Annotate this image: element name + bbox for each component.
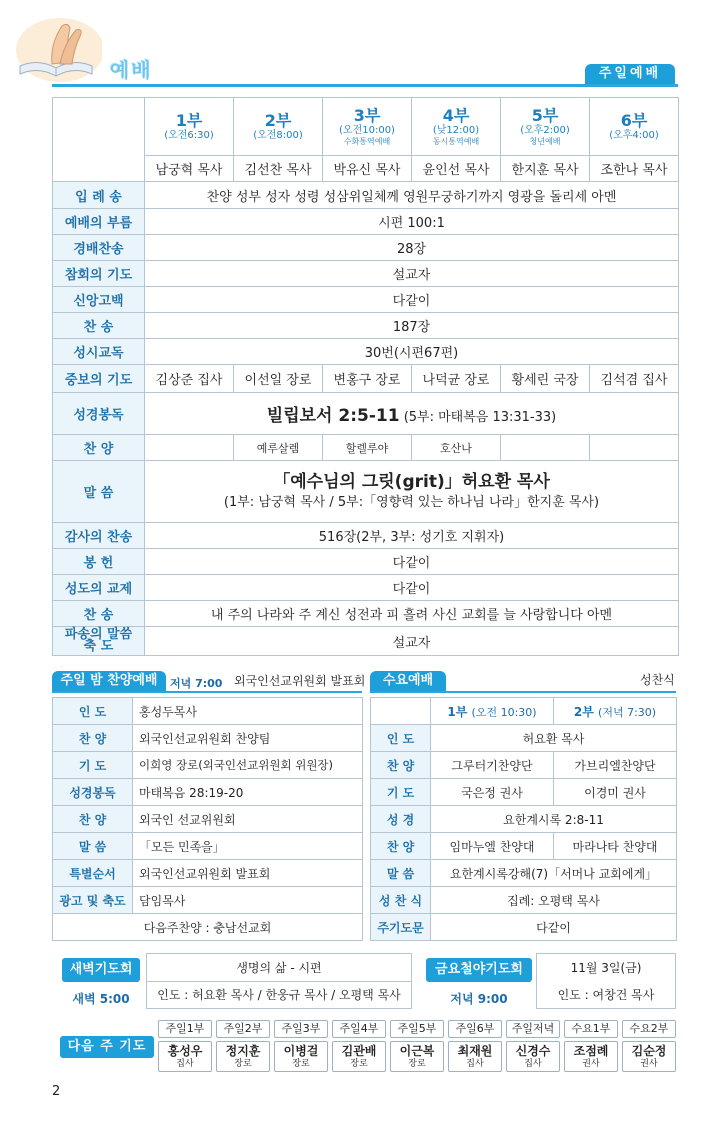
row-label-thanks: 감사의 찬송: [53, 523, 145, 549]
row-label-sermon: 말 씀: [53, 461, 145, 523]
service-leader-2: 김선찬 목사: [234, 156, 323, 182]
evening-label-5: 말 씀: [53, 833, 133, 860]
evening-value-5: 「모든 민족을」: [133, 833, 363, 860]
dawn-prayer-badge: 새벽기도회: [62, 958, 140, 982]
row-label-hymn2: 찬 송: [53, 313, 145, 339]
row-label-entrance: 입 례 송: [53, 182, 145, 209]
next-week-item: 주일1부 홍성우 집사: [158, 1020, 212, 1072]
service-header-3: 3부 (오전10:00) 수화통역예배: [323, 98, 412, 156]
intercede-2: 이선일 장로: [234, 365, 323, 393]
wed-value-4b: 마라나타 찬양대: [554, 833, 677, 860]
row-value-sermon: [145, 461, 679, 523]
row-label-scripture: 성경봉독: [53, 393, 145, 435]
row-label-benediction: [53, 627, 145, 656]
row-label-praise: 찬 양: [53, 435, 145, 461]
intercede-6: 김석겸 집사: [590, 365, 679, 393]
evening-footer: 다음주찬양 : 충남선교회: [53, 914, 363, 941]
friday-prayer-time: 저녁 9:00: [450, 992, 508, 1006]
sunday-service-badge: 주일예배: [585, 64, 675, 84]
wed-label-3: 성 경: [371, 806, 431, 833]
wed-value-3: 요한계시록 2:8-11: [431, 806, 677, 833]
service-header-2: 2부 (오전8:00): [234, 98, 323, 156]
next-week-prayer-badge: 다음 주 기도: [60, 1036, 154, 1058]
friday-prayer-leader: 인도 : 여창건 목사: [557, 988, 655, 1002]
dawn-prayer-box: [146, 953, 412, 1009]
praise-2: 예루살렘: [234, 435, 323, 461]
row-label-psalm: 성시교독: [53, 339, 145, 365]
praise-5: [501, 435, 590, 461]
service-leader-6: 조한나 목사: [590, 156, 679, 182]
row-label-hymn1: 경배찬송: [53, 235, 145, 261]
friday-prayer-date: 11월 3일(금): [570, 961, 642, 975]
next-week-item: 주일6부 최재원 집사: [448, 1020, 502, 1072]
row-value-fellowship: 다같이: [145, 575, 679, 601]
row-label-creed: 신앙고백: [53, 287, 145, 313]
wed-value-1a: 그루터기찬양단: [431, 752, 554, 779]
wed-value-2a: 국은정 권사: [431, 779, 554, 806]
intercede-3: 변홍구 장로: [323, 365, 412, 393]
intercede-4: 나덕균 장로: [412, 365, 501, 393]
dawn-prayer-time: 새벽 5:00: [72, 992, 130, 1006]
row-label-repent: 참회의 기도: [53, 261, 145, 287]
wed-value-4a: 임마누엘 찬양대: [431, 833, 554, 860]
service-header-4: 4부 (낮12:00) 동시통역예배: [412, 98, 501, 156]
wednesday-corner: [371, 698, 431, 725]
wed-label-2: 기 도: [371, 779, 431, 806]
row-value-thanks: 516장(2부, 3부: 성기호 지휘자): [145, 523, 679, 549]
next-week-prayer-list: [158, 1020, 676, 1072]
friday-prayer-badge: 금요철야기도회: [426, 958, 532, 982]
header-divider: [52, 84, 678, 87]
evening-value-6: 외국인선교위원회 발표회: [133, 860, 363, 887]
benediction-label-1: 파송의 말씀: [64, 627, 133, 642]
row-value-creed: 다같이: [145, 287, 679, 313]
service-leader-4: 윤인선 목사: [412, 156, 501, 182]
wednesday-header-1: 1부 (오전 10:30): [431, 698, 554, 725]
evening-label-1: 찬 양: [53, 725, 133, 752]
dawn-prayer-topic: 생명의 삶 - 시편: [147, 954, 411, 982]
service-header-1: 1부 (오전6:30): [145, 98, 234, 156]
wed-label-5: 말 씀: [371, 860, 431, 887]
next-week-item: 주일3부 이병걸 장로: [274, 1020, 328, 1072]
wed-value-7: 다같이: [431, 914, 677, 941]
row-value-offering: 다같이: [145, 549, 679, 575]
row-value-hymn3: 내 주의 나라와 주 계신 성전과 피 흘려 사신 교회를 늘 사랑합니다 아멘: [145, 601, 679, 627]
praise-6: [590, 435, 679, 461]
wed-label-4: 찬 양: [371, 833, 431, 860]
wednesday-header-2: 2부 (저녁 7:30): [554, 698, 677, 725]
evening-value-0: 홍성두목사: [133, 698, 363, 725]
wed-label-1: 찬 양: [371, 752, 431, 779]
evening-value-7: 담임목사: [133, 887, 363, 914]
next-week-item: 주일5부 이근복 장로: [390, 1020, 444, 1072]
next-week-item: 주일4부 김관배 장로: [332, 1020, 386, 1072]
evening-value-3: 마태복음 28:19-20: [133, 779, 363, 806]
scripture-note: (5부: 마태복음 13:31-33): [403, 410, 557, 425]
service-leader-1: 남궁혁 목사: [145, 156, 234, 182]
sunday-service-table: [52, 97, 679, 656]
evening-divider: [52, 691, 362, 693]
next-week-item: 주일2부 정지훈 장로: [216, 1020, 270, 1072]
wednesday-divider: [370, 691, 676, 693]
wed-value-1b: 가브리엘찬양단: [554, 752, 677, 779]
benediction-label-2: 축 도: [83, 639, 114, 654]
friday-prayer-box: [536, 953, 676, 1009]
evening-service-table: [52, 697, 363, 941]
praise-4: 호산나: [412, 435, 501, 461]
row-value-entrance: 찬양 성부 성자 성령 성삼위일체께 영원무궁하기까지 영광을 돌리세 아멘: [145, 182, 679, 209]
next-week-item: 수요1부 조점례 권사: [564, 1020, 618, 1072]
row-value-repent: 설교자: [145, 261, 679, 287]
wed-value-0: 허요환 목사: [431, 725, 677, 752]
evening-value-1: 외국인선교위원회 찬양팀: [133, 725, 363, 752]
scripture-main: 빌립보서 2:5-11: [266, 406, 400, 426]
wed-label-6: 성 찬 식: [371, 887, 431, 914]
sermon-title: 「예수님의 그릿(grit)」허요환 목사: [273, 471, 550, 492]
row-value-benediction: 설교자: [145, 627, 679, 656]
wednesday-service-badge: 수요예배: [370, 671, 446, 691]
wednesday-service-table: [370, 697, 677, 941]
row-label-intercede: 중보의 기도: [53, 365, 145, 393]
evening-label-4: 찬 양: [53, 806, 133, 833]
intercede-5: 황세린 국장: [501, 365, 590, 393]
intercede-1: 김상준 집사: [145, 365, 234, 393]
corner-cell: [53, 98, 145, 182]
wednesday-service-note: 성찬식: [640, 673, 675, 687]
evening-value-4: 외국인 선교위원회: [133, 806, 363, 833]
row-value-call: 시편 100:1: [145, 209, 679, 235]
service-header-5: 5부 (오후2:00) 청년예배: [501, 98, 590, 156]
evening-label-6: 특별순서: [53, 860, 133, 887]
page-number: 2: [52, 1084, 61, 1099]
wed-label-7: 주기도문: [371, 914, 431, 941]
evening-service-time: 저녁 7:00: [170, 677, 223, 690]
row-value-scripture: [145, 393, 679, 435]
evening-value-2: 이희영 장로(외국인선교위원회 위원장): [133, 752, 363, 779]
sermon-note: (1부: 남궁혁 목사 / 5부:「영향력 있는 하나님 나라」한지훈 목사): [223, 494, 600, 510]
next-week-item: 수요2부 김순정 권사: [622, 1020, 676, 1072]
dawn-prayer-leaders: 인도 : 허요환 목사 / 한웅규 목사 / 오평택 목사: [157, 988, 401, 1002]
service-leader-5: 한지훈 목사: [501, 156, 590, 182]
evening-service-badge: 주일 밤 찬양예배: [52, 671, 166, 691]
evening-label-7: 광고 및 축도: [53, 887, 133, 914]
row-label-call: 예배의 부름: [53, 209, 145, 235]
row-label-offering: 봉 헌: [53, 549, 145, 575]
evening-label-0: 인 도: [53, 698, 133, 725]
wed-value-5: 요한계시록강해(7)「서머나 교회에게」: [431, 860, 677, 887]
praise-3: 할렐루야: [323, 435, 412, 461]
praying-hands-bible-icon: [10, 14, 102, 84]
wed-value-6: 집례: 오평택 목사: [431, 887, 677, 914]
row-label-hymn3: 찬 송: [53, 601, 145, 627]
evening-label-2: 기 도: [53, 752, 133, 779]
service-leader-3: 박유신 목사: [323, 156, 412, 182]
evening-service-note: 외국인선교위원회 발표회: [234, 674, 366, 688]
row-value-hymn1: 28장: [145, 235, 679, 261]
next-week-item: 주일저녁 신경수 집사: [506, 1020, 560, 1072]
row-value-hymn2: 187장: [145, 313, 679, 339]
row-label-fellowship: 성도의 교제: [53, 575, 145, 601]
wed-value-2b: 이경미 권사: [554, 779, 677, 806]
page-title: 예배: [110, 58, 153, 82]
evening-label-3: 성경봉독: [53, 779, 133, 806]
wed-label-0: 인 도: [371, 725, 431, 752]
service-header-6: 6부 (오후4:00): [590, 98, 679, 156]
row-value-psalm: 30번(시편67편): [145, 339, 679, 365]
praise-1: [145, 435, 234, 461]
